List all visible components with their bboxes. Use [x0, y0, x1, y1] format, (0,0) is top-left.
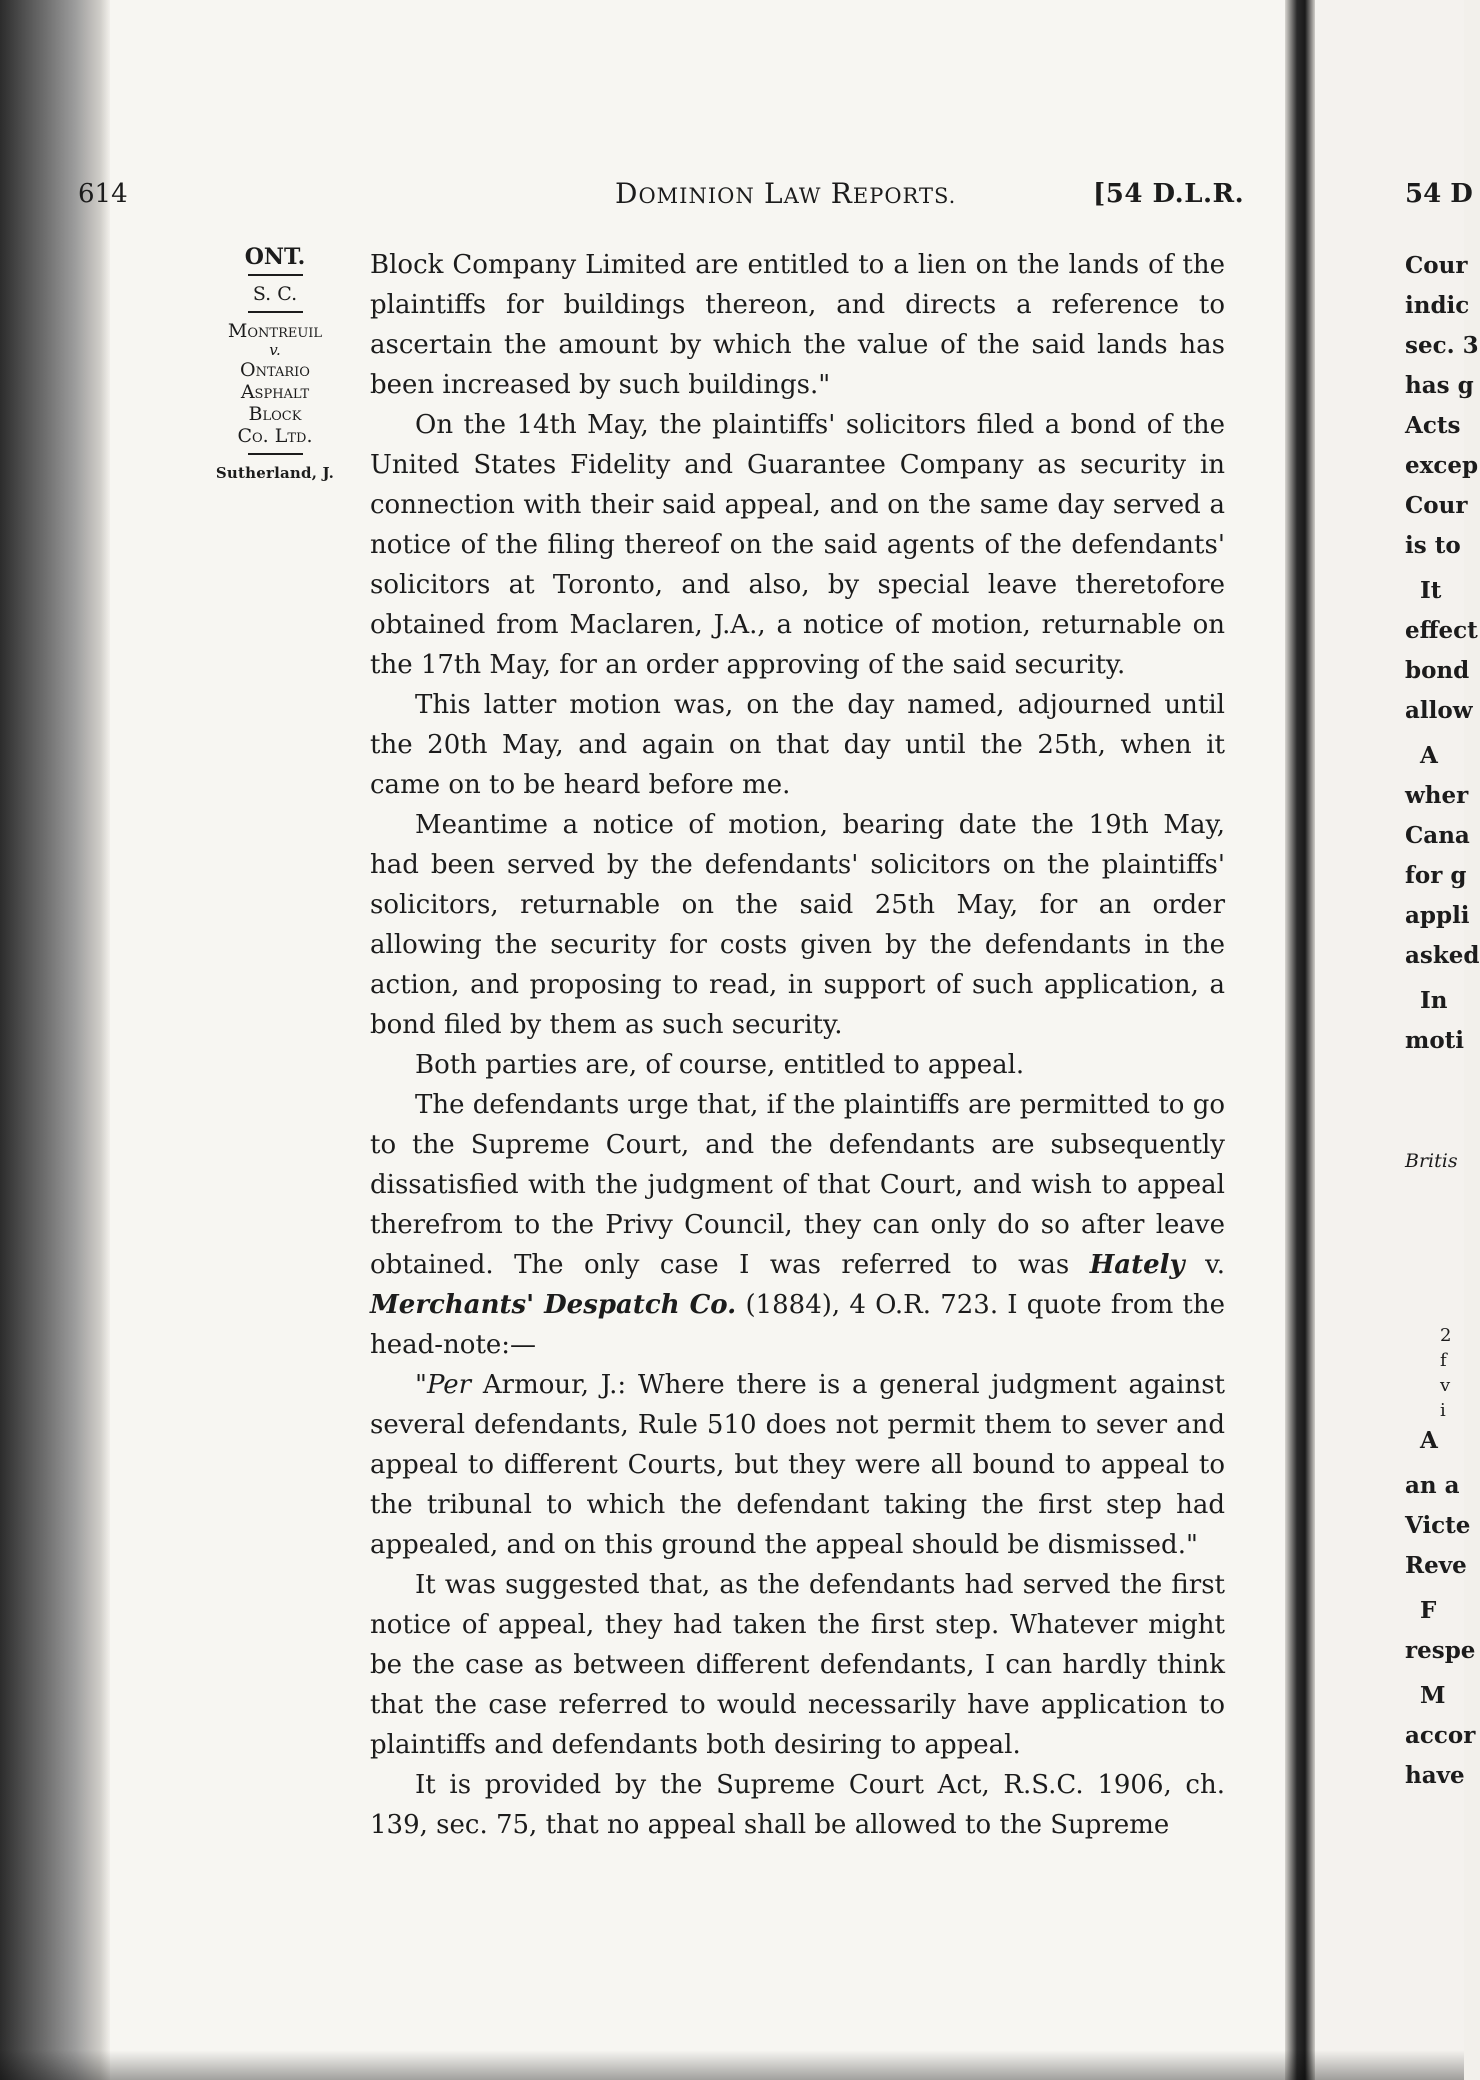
facing-page-fragment: i [1440, 1400, 1446, 1421]
facing-page-fragment: Acts [1405, 412, 1461, 439]
book-gutter [1285, 0, 1315, 2080]
paragraph: On the 14th May, the plaintiffs' solicitors filed a bond of the United States Fidelity and Guarantee Company as security in connection with their said appeal, and on the same day served a notice of the filing thereof on the said agents of the defendants' solicitors at Toronto, and also, by special leave theretofore obtained from Maclaren, J.A., a notice of motion, returnable on the 17th May, for an order approving of the said security. [370, 410, 1225, 680]
facing-page-fragment: appli [1405, 902, 1470, 929]
facing-page-fragment: accor [1405, 1722, 1476, 1749]
facing-page-fragment: f [1440, 1350, 1447, 1371]
scan-bottom-shadow [0, 2050, 1464, 2080]
paragraph: The defendants urge that, if the plaintiffs are permitted to go to the Supreme Court, and the defendants are subsequently dissatisfied with the judgment of that Court, and wish to appeal therefrom to the Privy Council, they can only do so after leave obtained. The only case I was referred to was Hately v. Merchants' Despatch Co. (1884), 4 O.R. 723. I quote from the head-note:— [370, 1090, 1226, 1360]
facing-page-fragment: respe [1405, 1637, 1476, 1664]
margin-rule [248, 453, 303, 455]
paragraph: This latter motion was, on the day named, adjourned until the 20th May, and again on that day until the 25th, when it came on to be heard before me. [370, 690, 1225, 800]
facing-page-fragment: M [1420, 1682, 1446, 1709]
party-plaintiff: Montreuil [227, 320, 323, 342]
facing-page-fragment: In [1420, 987, 1448, 1014]
facing-page-fragment: Cana [1405, 822, 1470, 849]
book-binding-shadow [0, 0, 110, 2080]
court: S. C. [252, 283, 298, 305]
party-defendant-line: Block [248, 403, 302, 425]
facing-page-fragment: Cour [1405, 492, 1468, 519]
facing-page-fragment: wher [1405, 782, 1469, 809]
judge: Sutherland, J. [215, 464, 335, 482]
facing-page-fragment: excep [1405, 452, 1479, 479]
paragraph: Both parties are, of course, entitled to appeal. [415, 1050, 1025, 1080]
facing-page-fragment: Cour [1405, 252, 1468, 279]
facing-page-fragment: v [1440, 1375, 1451, 1396]
margin-note [200, 246, 350, 484]
facing-page-fragment: It [1420, 577, 1442, 604]
running-title: DOMINION LAW REPORTS. [615, 177, 957, 210]
paragraph: Meantime a notice of motion, bearing date the 19th May, had been served by the defendants' solicitors on the plaintiffs' solicitors, returnable on the said 25th May, for an order allowing the security for costs given by the defendants in the action, and proposing to read, in support of such application, a bond filed by them as such security. [370, 810, 1225, 1040]
facing-page-fragment: bond [1405, 657, 1470, 684]
facing-page-fragment: F [1420, 1597, 1437, 1624]
volume-reference: [54 D.L.R. [1093, 179, 1245, 209]
facing-page-fragment: asked [1405, 942, 1480, 969]
party-defendant-line: Asphalt [240, 381, 310, 403]
margin-rule [248, 311, 303, 313]
province: ONT. [244, 244, 306, 270]
case-name: Merchants' Despatch Co. [370, 1290, 737, 1320]
facing-page-fragment: Reve [1405, 1552, 1467, 1579]
facing-page-fragment: indic [1405, 292, 1470, 319]
facing-page-fragment: has g [1405, 372, 1474, 399]
facing-page-header: 54 D [1405, 179, 1473, 209]
facing-page-fragment: A [1420, 1427, 1438, 1454]
facing-page-fragment: allow [1405, 697, 1473, 724]
paragraph: It was suggested that, as the defendants had served the first notice of appeal, they had taken the first step. Whatever might be the case as between different defendants, I can hardly think that the case referred to would necessarily have application to plaintiffs and defendants both desiring to appeal. [370, 1570, 1225, 1760]
facing-page-fragment: Victe [1405, 1512, 1471, 1539]
facing-page-fragment: moti [1405, 1027, 1465, 1054]
case-name: Hately [1089, 1250, 1185, 1280]
party-defendant-line: Co. Ltd. [237, 425, 313, 447]
facing-page-fragment: have [1405, 1762, 1465, 1789]
facing-page-fragment: A [1420, 742, 1438, 769]
paragraph: It is provided by the Supreme Court Act, R.S.C. 1906, ch. 139, sec. 75, that no appeal shall be allowed to the Supreme [370, 1770, 1225, 1840]
page-number: 614 [78, 179, 128, 209]
facing-page-fragment: sec. 3 [1405, 332, 1479, 359]
quoted-headnote: "Per Armour, J.: Where there is a general judgment against several defendants, Rule 510 does not permit them to sever and appeal to different Courts, but they were all bound to appeal to the tribunal to which the defendant taking the first step had appealed, and on this ground the appeal should be dismissed." [370, 1370, 1225, 1560]
margin-rule [248, 274, 303, 276]
versus: v. [269, 341, 281, 359]
party-defendant-line: Ontario [240, 359, 310, 381]
facing-page-fragment: 2 [1440, 1325, 1452, 1346]
paragraph: Block Company Limited are entitled to a lien on the lands of the plaintiffs for buildings thereon, and directs a reference to ascertain the amount by which the value of the said lands has been increased by such buildings." [370, 250, 1225, 400]
facing-page-fragment: is to [1405, 532, 1461, 559]
facing-page-fragment: effect [1405, 617, 1478, 644]
judgment-text [370, 245, 1225, 1845]
facing-page-fragment: an a [1405, 1472, 1460, 1499]
facing-page-fragment: Britis [1405, 1150, 1458, 1172]
facing-page-fragment: for g [1405, 862, 1467, 889]
